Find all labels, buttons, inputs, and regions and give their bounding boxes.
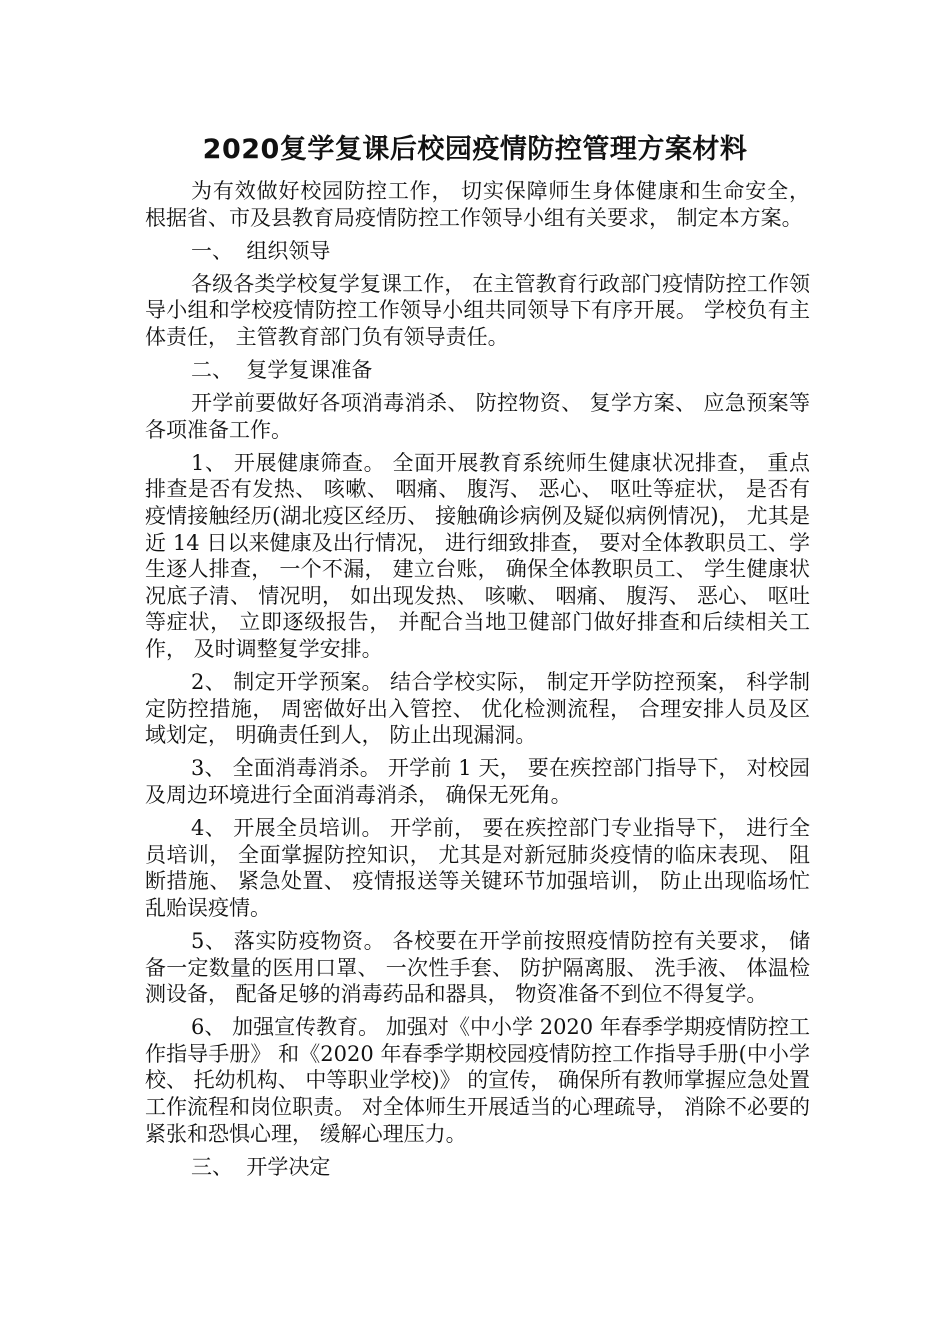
preparation-paragraph: 开学前要做好各项消毒消杀、 防控物资、 复学方案、 应急预案等各项准备工作。 [145, 391, 810, 442]
item-staff-training: 4、 开展全员培训。 开学前， 要在疾控部门专业指导下， 进行全员培训， 全面掌握防控知识， 尤其是对新冠肺炎疫情的临床表现、 阻断措施、 紧急处置、 疫情报送等关键环节加强培训， 防止出现临场忙乱贻误疫情。 [145, 816, 810, 920]
item-publicity-education: 6、 加强宣传教育。 加强对《中小学 2020 年春季学期疫情防控工作指导手册》 和《2020 年春季学期校园疫情防控工作指导手册(中小学校、 托幼机构、 中等职业学校)》 的宣传， 确保所有教师掌握应急处置工作流程和岗位职责。 对全体师生开展适当的心理疏导， 消除不必要的紧张和恐惧心理， 缓解心理压力。 [145, 1015, 810, 1146]
document-body [145, 178, 810, 1187]
section-heading-opening-decision: 三、 开学决定 [191, 1154, 331, 1179]
section-heading-preparation: 二、 复学复课准备 [191, 358, 373, 383]
intro-paragraph: 为有效做好校园防控工作， 切实保障师生身体健康和生命安全， 根据省、市及县教育局疫情防控工作领导小组有关要求， 制定本方案。 [145, 179, 810, 230]
organization-paragraph: 各级各类学校复学复课工作， 在主管教育行政部门疫情防控工作领导小组和学校疫情防控工作领导小组共同领导下有序开展。 学校负有主体责任， 主管教育部门负有领导责任。 [145, 271, 810, 349]
item-health-screening: 1、 开展健康筛查。 全面开展教育系统师生健康状况排查， 重点排查是否有发热、 咳嗽、 咽痛、 腹泻、 恶心、 呕吐等症状， 是否有疫情接触经历(湖北疫区经历、 接触确诊病例及疑似病例情况)， 尤其是近 14 日以来健康及出行情况， 进行细致排查， 要对全体教职员工、学生逐人排查， 一个不漏， 建立台账， 确保全体教职员工、 学生健康状况底子清、 情况明， 如出现发热、 咳嗽、 咽痛、 腹泻、 恶心、 呕吐等症状， 立即逐级报告， 并配合当地卫健部门做好排查和后续相关工作， 及时调整复学安排。 [145, 450, 810, 661]
item-opening-plan: 2、 制定开学预案。 结合学校实际， 制定开学防控预案， 科学制定防控措施， 周密做好出入管控、 优化检测流程， 合理安排人员及区域划定， 明确责任到人， 防止出现漏洞。 [145, 670, 810, 748]
item-disinfection: 3、 全面消毒消杀。 开学前 1 天， 要在疾控部门指导下， 对校园及周边环境进行全面消毒消杀， 确保无死角。 [145, 756, 810, 807]
item-epidemic-supplies: 5、 落实防疫物资。 各校要在开学前按照疫情防控有关要求， 储备一定数量的医用口罩、 一次性手套、 防护隔离服、 洗手液、 体温检测设备， 配备足够的消毒药品和器具， 物资准备不到位不得复学。 [145, 928, 810, 1007]
section-heading-organization: 一、 组织领导 [191, 238, 331, 263]
document-title: 2020复学复课后校园疫情防控管理方案材料 [202, 134, 748, 165]
